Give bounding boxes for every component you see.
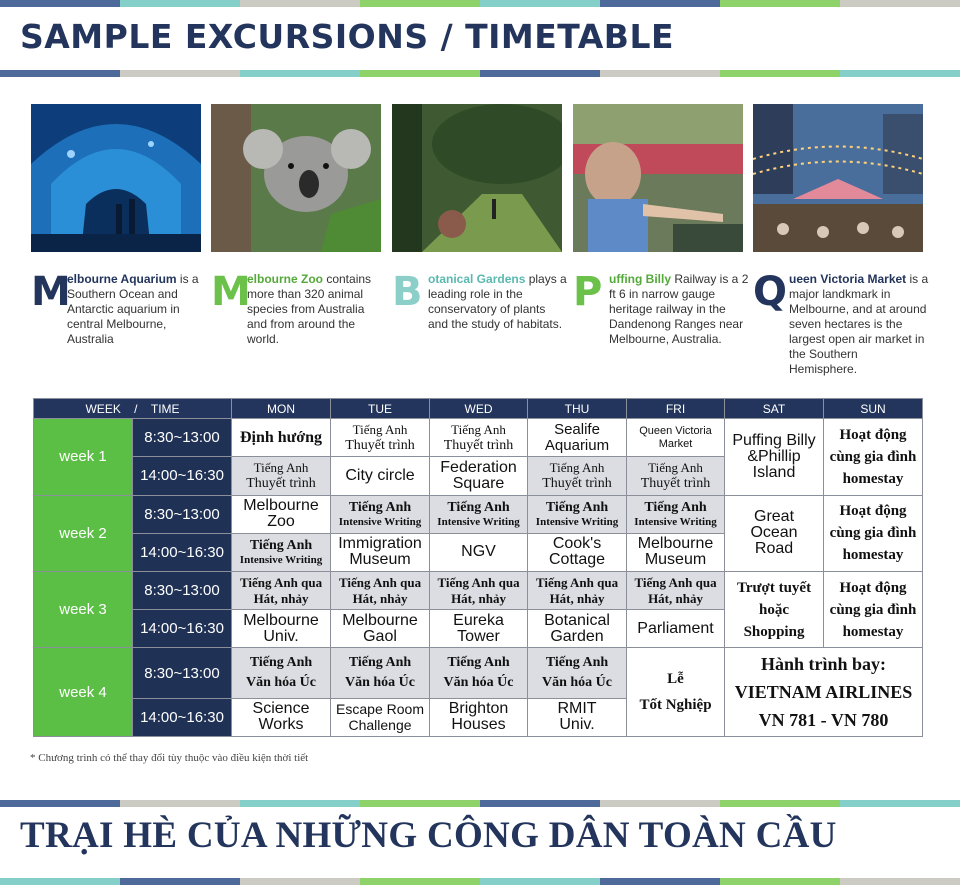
schedule-cell: Tiếng Anh Thuyết trình bbox=[232, 457, 331, 495]
schedule-cell: Định hướng bbox=[232, 419, 331, 457]
schedule-cell: Science Works bbox=[232, 698, 331, 736]
drop-cap: M bbox=[31, 269, 71, 315]
botanical-gardens-description: B otanical Gardens plays a leading role in the conservatory of plants and the study of habitats. bbox=[392, 269, 567, 331]
page-title: SAMPLE EXCURSIONS / TIMETABLE bbox=[20, 17, 675, 56]
schedule-cell: Tiếng Anh Intensive Writing bbox=[232, 533, 331, 571]
schedule-cell: Tiếng Anh Văn hóa Úc bbox=[232, 648, 331, 698]
time-slot: 8:30~13:00 bbox=[133, 419, 232, 457]
schedule-cell: Botanical Garden bbox=[528, 610, 627, 648]
drop-cap: B bbox=[392, 269, 423, 315]
schedule-cell: Tiếng Anh qua Hát, nhảy bbox=[232, 571, 331, 609]
schedule-cell: Cook's Cottage bbox=[528, 533, 627, 571]
day-header-sat: SAT bbox=[725, 399, 824, 419]
schedule-cell: Tiếng Anh Thuyết trình bbox=[627, 457, 725, 495]
week-label: week 1 bbox=[34, 419, 133, 495]
schedule-cell: Tiếng Anh Văn hóa Úc bbox=[331, 648, 430, 698]
puffing-billy-description: P uffing Billy Railway is a 2 ft 6 in narrow gauge heritage railway in the Dandenong Ranges near Melbourne, Australia. bbox=[573, 269, 749, 346]
day-header-fri: FRI bbox=[627, 399, 725, 419]
top-stripe bbox=[0, 0, 960, 7]
schedule-cell: Trượt tuyết hoặc Shopping bbox=[725, 571, 824, 647]
schedule-cell: Tiếng Anh Intensive Writing bbox=[331, 495, 430, 533]
schedule-cell: Tiếng Anh Văn hóa Úc bbox=[430, 648, 528, 698]
puffing-billy-photo bbox=[573, 104, 743, 252]
footer-top-stripe bbox=[0, 800, 960, 807]
schedule-cell: Tiếng Anh Intensive Writing bbox=[627, 495, 725, 533]
schedule-cell: Puffing Billy &Phillip Island bbox=[725, 419, 824, 495]
zoo-description: M elbourne Zoo contains more than 320 animal species from Australia and from around the world. bbox=[211, 269, 372, 346]
time-slot: 14:00~16:30 bbox=[133, 533, 232, 571]
day-header-mon: MON bbox=[232, 399, 331, 419]
time-slot: 8:30~13:00 bbox=[133, 648, 232, 698]
schedule-cell: Immigration Museum bbox=[331, 533, 430, 571]
schedule-cell: Parliament bbox=[627, 610, 725, 648]
schedule-cell: Tiếng Anh Intensive Writing bbox=[430, 495, 528, 533]
schedule-cell: Queen Victoria Market bbox=[627, 419, 725, 457]
aquarium-description: M elbourne Aquarium is a Southern Ocean and Antarctic aquarium in central Melbourne, Australia bbox=[31, 269, 199, 346]
drop-cap: M bbox=[211, 269, 251, 315]
schedule-cell: Tiếng Anh Thuyết trình bbox=[528, 457, 627, 495]
day-header-tue: TUE bbox=[331, 399, 430, 419]
schedule-cell: Tiếng Anh qua Hát, nhảy bbox=[627, 571, 725, 609]
queen-victoria-market-photo bbox=[753, 104, 923, 252]
time-slot: 8:30~13:00 bbox=[133, 495, 232, 533]
table-row bbox=[34, 571, 923, 609]
schedule-cell: Tiếng Anh qua Hát, nhảy bbox=[331, 571, 430, 609]
schedule-cell: Tiếng Anh qua Hát, nhảy bbox=[430, 571, 528, 609]
graduation-cell: Lễ Tốt Nghiệp bbox=[627, 648, 725, 737]
schedule-cell: Escape Room Challenge bbox=[331, 698, 430, 736]
botanical-gardens-photo bbox=[392, 104, 562, 252]
time-slot: 14:00~16:30 bbox=[133, 698, 232, 736]
day-header-sun: SUN bbox=[824, 399, 923, 419]
schedule-cell: Tiếng Anh Intensive Writing bbox=[528, 495, 627, 533]
day-header-thu: THU bbox=[528, 399, 627, 419]
week-label: week 3 bbox=[34, 571, 133, 647]
table-row bbox=[34, 419, 923, 457]
week-time-header: WEEK / TIME bbox=[34, 399, 232, 419]
drop-cap: Q bbox=[753, 269, 788, 315]
time-slot: 14:00~16:30 bbox=[133, 610, 232, 648]
time-slot: 8:30~13:00 bbox=[133, 571, 232, 609]
weather-note: * Chương trình có thể thay đổi tùy thuộc vào điều kiện thời tiết bbox=[30, 752, 309, 764]
schedule-cell: Melbourne Gaol bbox=[331, 610, 430, 648]
schedule-cell: Great Ocean Road bbox=[725, 495, 824, 571]
schedule-cell: Eureka Tower bbox=[430, 610, 528, 648]
table-row bbox=[34, 495, 923, 533]
timetable bbox=[33, 398, 923, 737]
schedule-cell: Federation Square bbox=[430, 457, 528, 495]
footer-bottom-stripe bbox=[0, 878, 960, 885]
queen-victoria-market-description: Q ueen Victoria Market is a major landkmark in Melbourne, and at around seven hectares is the largest open air market in the Southern Hemisphere. bbox=[753, 269, 929, 376]
week-label: week 2 bbox=[34, 495, 133, 571]
koala-photo bbox=[211, 104, 381, 252]
schedule-cell: Hoạt động cùng gia đình homestay bbox=[824, 419, 923, 495]
title-underline-stripe bbox=[0, 70, 960, 77]
footer-title: TRẠI HÈ CỦA NHỮNG CÔNG DÂN TOÀN CẦU bbox=[20, 815, 837, 856]
schedule-cell: Tiếng Anh Thuyết trình bbox=[430, 419, 528, 457]
aquarium-photo bbox=[31, 104, 201, 252]
schedule-cell: Tiếng Anh qua Hát, nhảy bbox=[528, 571, 627, 609]
schedule-cell: Sealife Aquarium bbox=[528, 419, 627, 457]
schedule-cell: Hoạt động cùng gia đình homestay bbox=[824, 571, 923, 647]
schedule-cell: NGV bbox=[430, 533, 528, 571]
flight-info-cell: Hành trình bay: VIETNAM AIRLINES VN 781 - VN 780 bbox=[725, 648, 923, 737]
schedule-cell: Melbourne Univ. bbox=[232, 610, 331, 648]
schedule-cell: RMIT Univ. bbox=[528, 698, 627, 736]
schedule-cell: Tiếng Anh Thuyết trình bbox=[331, 419, 430, 457]
table-row bbox=[34, 648, 923, 698]
time-slot: 14:00~16:30 bbox=[133, 457, 232, 495]
schedule-cell: Melbourne Zoo bbox=[232, 495, 331, 533]
schedule-cell: City circle bbox=[331, 457, 430, 495]
schedule-cell: Melbourne Museum bbox=[627, 533, 725, 571]
drop-cap: P bbox=[573, 269, 603, 315]
timetable-header-row bbox=[34, 399, 923, 419]
schedule-cell: Tiếng Anh Văn hóa Úc bbox=[528, 648, 627, 698]
week-label: week 4 bbox=[34, 648, 133, 737]
day-header-wed: WED bbox=[430, 399, 528, 419]
schedule-cell: Hoạt động cùng gia đình homestay bbox=[824, 495, 923, 571]
schedule-cell: Brighton Houses bbox=[430, 698, 528, 736]
